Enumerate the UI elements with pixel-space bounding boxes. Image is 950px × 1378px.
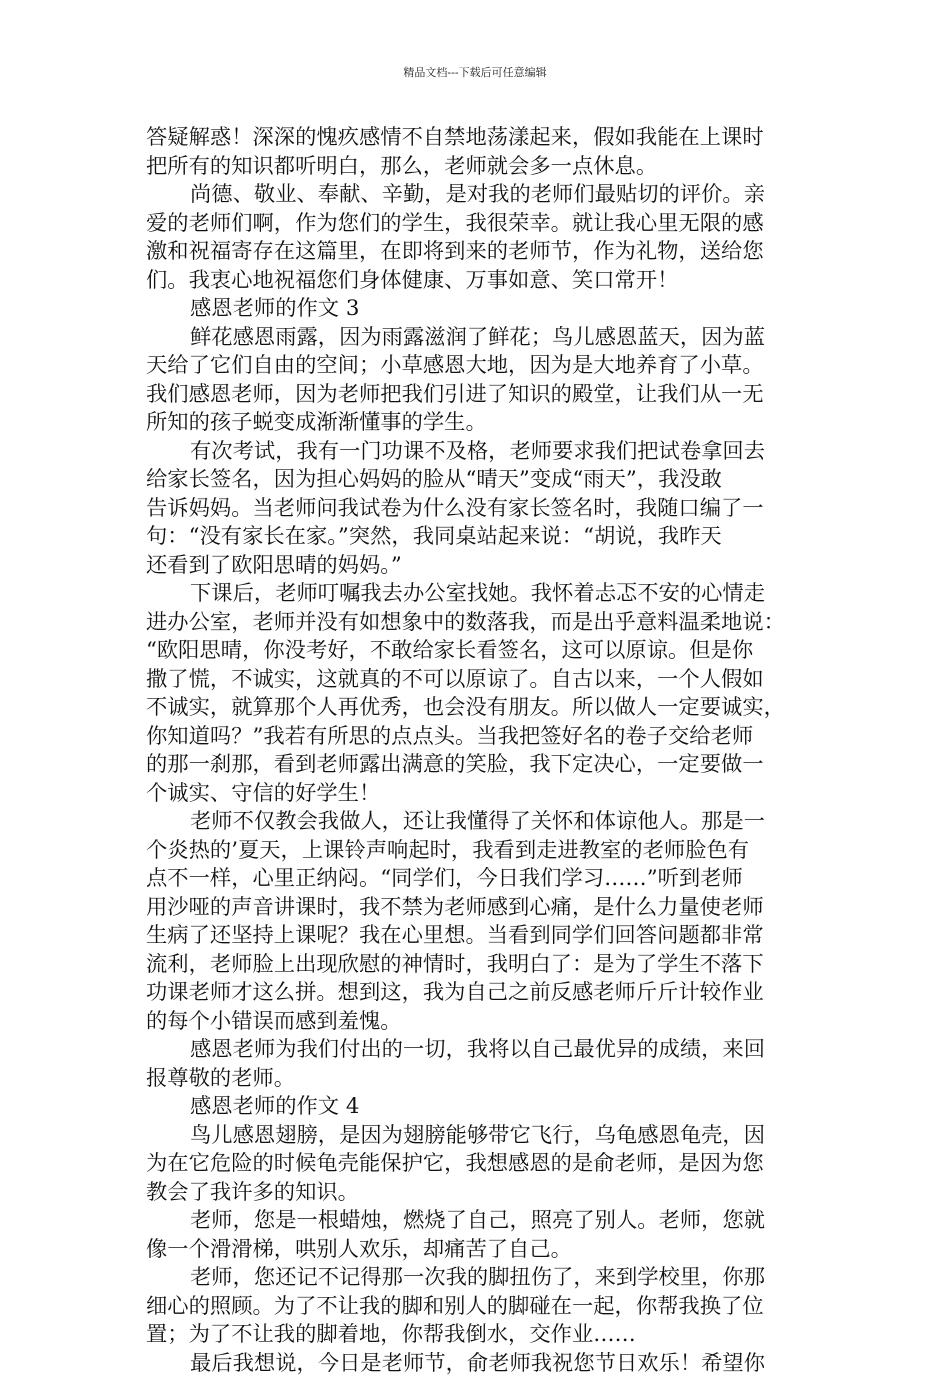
text-line: 撒了慌，不诚实，这就真的不可以原谅了。自古以来，一个人假如 [146,666,812,695]
text-line: 给家长签名，因为担心妈妈的脸从“晴天”变成“雨天”，我没敢 [146,466,812,495]
page-header: 精品文档---下载后可任意编辑 [0,66,950,80]
text-line: 还看到了欧阳思晴的妈妈。” [146,552,812,581]
text-line: 老师不仅教会我做人，还让我懂得了关怀和体谅他人。那是一 [146,808,812,837]
text-line: “欧阳思晴，你没考好，不敢给家长看签名，这可以原谅。但是你 [146,637,812,666]
text-line: 功课老师才这么拼。想到这，我为自己之前反感老师斤斤计较作业 [146,979,812,1008]
text-line: 细心的照顾。为了不让我的脚和别人的脚碰在一起，你帮我换了位 [146,1293,812,1322]
text-line: 句：“没有家长在家。”突然，我同桌站起来说：“胡说，我昨天 [146,523,812,552]
text-line: 答疑解惑！深深的愧疚感情不自禁地荡漾起来，假如我能在上课时 [146,124,812,153]
text-line: 所知的孩子蜕变成渐渐懂事的学生。 [146,409,812,438]
text-line: 像一个滑滑梯，哄别人欢乐，却痛苦了自己。 [146,1236,812,1265]
text-line: 感恩老师的作文 4 [146,1093,812,1122]
text-line: 尚德、敬业、奉献、辛勤，是对我的老师们最贴切的评价。亲 [146,181,812,210]
text-line: 感恩老师为我们付出的一切，我将以自己最优异的成绩，来回 [146,1036,812,1065]
text-line: 们。我衷心地祝福您们身体健康、万事如意、笑口常开！ [146,267,812,296]
text-line: 点不一样，心里正纳闷。“同学们，今日我们学习……”听到老师 [146,865,812,894]
text-line: 把所有的知识都听明白，那么，老师就会多一点休息。 [146,153,812,182]
text-line: 用沙哑的声音讲课时，我不禁为老师感到心痛，是什么力量使老师 [146,894,812,923]
text-line: 不诚实，就算那个人再优秀，也会没有朋友。所以做人一定要诚实， [146,694,812,723]
document-body [146,124,812,1378]
text-line: 个诚实、守信的好学生！ [146,780,812,809]
text-line: 进办公室，老师并没有如想象中的数落我，而是出乎意料温柔地说： [146,609,812,638]
text-line: 的那一刹那，看到老师露出满意的笑脸，我下定决心，一定要做一 [146,751,812,780]
text-line: 置；为了不让我的脚着地，你帮我倒水，交作业…… [146,1321,812,1350]
text-line: 老师，您还记不记得那一次我的脚扭伤了，来到学校里，你那 [146,1264,812,1293]
text-line: 激和祝福寄存在这篇里，在即将到来的老师节，作为礼物，送给您 [146,238,812,267]
text-line: 个炎热的’夏天，上课铃声响起时，我看到走进教室的老师脸色有 [146,837,812,866]
text-line: 的每个小错误而感到羞愧。 [146,1008,812,1037]
text-line: 感恩老师的作文 3 [146,295,812,324]
text-line: 告诉妈妈。当老师问我试卷为什么没有家长签名时，我随口编了一 [146,495,812,524]
text-line: 老师，您是一根蜡烛，燃烧了自己，照亮了别人。老师，您就 [146,1207,812,1236]
text-line: 生病了还坚持上课呢？我在心里想。当看到同学们回答问题都非常 [146,922,812,951]
text-line: 天给了它们自由的空间；小草感恩大地，因为是大地养育了小草。 [146,352,812,381]
text-line: 报尊敬的老师。 [146,1065,812,1094]
text-line: 鸟儿感恩翅膀，是因为翅膀能够带它飞行，乌龟感恩龟壳，因 [146,1122,812,1151]
text-line: 我们感恩老师，因为老师把我们引进了知识的殿堂，让我们从一无 [146,381,812,410]
text-line: 爱的老师们啊，作为您们的学生，我很荣幸。就让我心里无限的感 [146,210,812,239]
text-line: 流利，老师脸上出现欣慰的神情时，我明白了：是为了学生不落下 [146,951,812,980]
text-line: 有次考试，我有一门功课不及格，老师要求我们把试卷拿回去 [146,438,812,467]
text-line: 你知道吗？”我若有所思的点点头。当我把签好名的卷子交给老师 [146,723,812,752]
text-line: 鲜花感恩雨露，因为雨露滋润了鲜花；鸟儿感恩蓝天，因为蓝 [146,324,812,353]
text-line: 为在它危险的时候龟壳能保护它，我想感恩的是俞老师，是因为您 [146,1150,812,1179]
text-line: 下课后，老师叮嘱我去办公室找她。我怀着忐忑不安的心情走 [146,580,812,609]
text-line: 最后我想说，今日是老师节，俞老师我祝您节日欢乐！希望你 [146,1350,812,1378]
text-line: 教会了我许多的知识。 [146,1179,812,1208]
